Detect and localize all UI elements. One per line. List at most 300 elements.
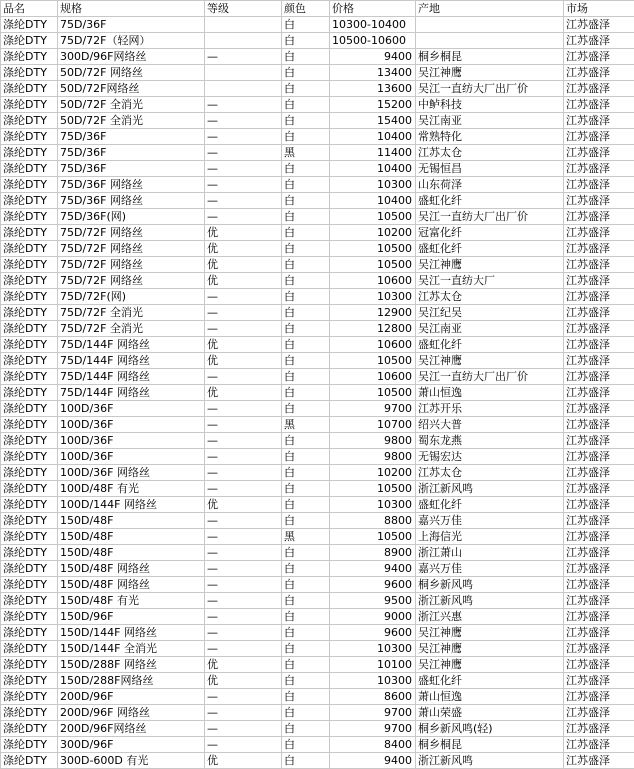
cell-name[interactable]: 涤纶DTY	[1, 481, 58, 497]
cell-origin[interactable]: 盛虹化纤	[416, 193, 564, 209]
cell-color[interactable]: 白	[282, 225, 330, 241]
cell-spec[interactable]: 100D/36F	[58, 433, 205, 449]
cell-grade[interactable]: —	[205, 129, 282, 145]
cell-market[interactable]: 江苏盛泽	[564, 673, 634, 689]
cell-market[interactable]: 江苏盛泽	[564, 481, 634, 497]
cell-spec[interactable]: 75D/36F	[58, 145, 205, 161]
cell-color[interactable]: 白	[282, 513, 330, 529]
cell-color[interactable]: 白	[282, 657, 330, 673]
cell-grade[interactable]: 优	[205, 657, 282, 673]
cell-name[interactable]: 涤纶DTY	[1, 369, 58, 385]
cell-origin[interactable]: 吴江南亚	[416, 113, 564, 129]
cell-name[interactable]: 涤纶DTY	[1, 561, 58, 577]
cell-grade[interactable]: —	[205, 145, 282, 161]
cell-grade[interactable]: 优	[205, 497, 282, 513]
cell-origin[interactable]: 桐乡新风鸣	[416, 577, 564, 593]
cell-color[interactable]: 白	[282, 609, 330, 625]
cell-name[interactable]: 涤纶DTY	[1, 321, 58, 337]
cell-spec[interactable]: 75D/72F 全消光	[58, 305, 205, 321]
cell-market[interactable]: 江苏盛泽	[564, 705, 634, 721]
cell-spec[interactable]: 300D/96F	[58, 737, 205, 753]
cell-color[interactable]: 白	[282, 673, 330, 689]
header-cell-spec[interactable]: 规格	[58, 1, 205, 17]
header-cell-color[interactable]: 颜色	[282, 1, 330, 17]
cell-grade[interactable]: 优	[205, 673, 282, 689]
cell-spec[interactable]: 75D/72F 全消光	[58, 321, 205, 337]
cell-price[interactable]: 10500	[330, 529, 416, 545]
cell-grade[interactable]: —	[205, 513, 282, 529]
cell-spec[interactable]: 75D/36F(网)	[58, 209, 205, 225]
cell-spec[interactable]: 75D/144F 网络丝	[58, 337, 205, 353]
cell-market[interactable]: 江苏盛泽	[564, 529, 634, 545]
cell-price[interactable]: 9600	[330, 577, 416, 593]
cell-price[interactable]: 9800	[330, 449, 416, 465]
cell-market[interactable]: 江苏盛泽	[564, 385, 634, 401]
cell-grade[interactable]: —	[205, 305, 282, 321]
cell-origin[interactable]: 吴江一直纺大厂出厂价	[416, 81, 564, 97]
header-cell-grade[interactable]: 等级	[205, 1, 282, 17]
cell-market[interactable]: 江苏盛泽	[564, 737, 634, 753]
cell-price[interactable]: 13400	[330, 65, 416, 81]
cell-price[interactable]: 13600	[330, 81, 416, 97]
cell-price[interactable]: 15200	[330, 97, 416, 113]
cell-origin[interactable]: 盛虹化纤	[416, 337, 564, 353]
cell-spec[interactable]: 100D/36F 网络丝	[58, 465, 205, 481]
cell-origin[interactable]: 常熟特化	[416, 129, 564, 145]
cell-price[interactable]: 10600	[330, 369, 416, 385]
cell-market[interactable]: 江苏盛泽	[564, 273, 634, 289]
cell-price[interactable]: 15400	[330, 113, 416, 129]
cell-origin[interactable]: 萧山恒逸	[416, 689, 564, 705]
cell-color[interactable]: 白	[282, 241, 330, 257]
cell-market[interactable]: 江苏盛泽	[564, 33, 634, 49]
cell-price[interactable]: 9400	[330, 561, 416, 577]
cell-color[interactable]: 白	[282, 97, 330, 113]
cell-color[interactable]: 白	[282, 737, 330, 753]
cell-spec[interactable]: 75D/72F 网络丝	[58, 257, 205, 273]
cell-color[interactable]: 黑	[282, 145, 330, 161]
cell-spec[interactable]: 50D/72F网络丝	[58, 81, 205, 97]
cell-market[interactable]: 江苏盛泽	[564, 417, 634, 433]
cell-market[interactable]: 江苏盛泽	[564, 145, 634, 161]
cell-grade[interactable]: —	[205, 209, 282, 225]
cell-color[interactable]: 白	[282, 209, 330, 225]
cell-grade[interactable]: —	[205, 689, 282, 705]
cell-origin[interactable]: 吴江一直纺大厂出厂价	[416, 209, 564, 225]
cell-name[interactable]: 涤纶DTY	[1, 129, 58, 145]
cell-origin[interactable]: 吴江神鹰	[416, 257, 564, 273]
cell-color[interactable]: 白	[282, 289, 330, 305]
cell-grade[interactable]: —	[205, 97, 282, 113]
cell-grade[interactable]: —	[205, 529, 282, 545]
cell-market[interactable]: 江苏盛泽	[564, 193, 634, 209]
cell-name[interactable]: 涤纶DTY	[1, 353, 58, 369]
cell-market[interactable]: 江苏盛泽	[564, 753, 634, 769]
cell-price[interactable]: 10300	[330, 289, 416, 305]
cell-color[interactable]: 白	[282, 161, 330, 177]
cell-name[interactable]: 涤纶DTY	[1, 465, 58, 481]
cell-spec[interactable]: 200D/96F网络丝	[58, 721, 205, 737]
cell-origin[interactable]: 嘉兴万佳	[416, 561, 564, 577]
cell-grade[interactable]: —	[205, 321, 282, 337]
cell-color[interactable]: 白	[282, 273, 330, 289]
cell-color[interactable]: 白	[282, 433, 330, 449]
cell-price[interactable]: 10500	[330, 353, 416, 369]
cell-spec[interactable]: 75D/72F（轻网）	[58, 33, 205, 49]
cell-name[interactable]: 涤纶DTY	[1, 97, 58, 113]
cell-market[interactable]: 江苏盛泽	[564, 657, 634, 673]
cell-market[interactable]: 江苏盛泽	[564, 369, 634, 385]
cell-grade[interactable]: 优	[205, 353, 282, 369]
cell-origin[interactable]: 吴江纪吴	[416, 305, 564, 321]
cell-market[interactable]: 江苏盛泽	[564, 97, 634, 113]
cell-spec[interactable]: 100D/36F	[58, 449, 205, 465]
cell-spec[interactable]: 150D/48F	[58, 513, 205, 529]
cell-grade[interactable]: —	[205, 289, 282, 305]
cell-color[interactable]: 白	[282, 593, 330, 609]
cell-spec[interactable]: 75D/36F 网络丝	[58, 177, 205, 193]
cell-spec[interactable]: 150D/96F	[58, 609, 205, 625]
cell-origin[interactable]: 绍兴大普	[416, 417, 564, 433]
cell-origin[interactable]: 吴江神鹰	[416, 641, 564, 657]
cell-color[interactable]: 白	[282, 129, 330, 145]
cell-market[interactable]: 江苏盛泽	[564, 241, 634, 257]
cell-price[interactable]: 10600	[330, 273, 416, 289]
cell-name[interactable]: 涤纶DTY	[1, 657, 58, 673]
cell-origin[interactable]: 浙江新风鸣	[416, 481, 564, 497]
cell-market[interactable]: 江苏盛泽	[564, 497, 634, 513]
cell-name[interactable]: 涤纶DTY	[1, 449, 58, 465]
cell-grade[interactable]: —	[205, 113, 282, 129]
cell-name[interactable]: 涤纶DTY	[1, 113, 58, 129]
cell-grade[interactable]	[205, 17, 282, 33]
cell-price[interactable]: 10300	[330, 497, 416, 513]
cell-grade[interactable]: —	[205, 641, 282, 657]
cell-market[interactable]: 江苏盛泽	[564, 449, 634, 465]
cell-origin[interactable]: 吴江一直纺大厂出厂价	[416, 369, 564, 385]
cell-spec[interactable]: 75D/72F 网络丝	[58, 225, 205, 241]
cell-spec[interactable]: 75D/36F	[58, 161, 205, 177]
cell-name[interactable]: 涤纶DTY	[1, 753, 58, 769]
cell-origin[interactable]: 桐乡桐昆	[416, 737, 564, 753]
cell-spec[interactable]: 150D/48F 有光	[58, 593, 205, 609]
cell-spec[interactable]: 100D/48F 有光	[58, 481, 205, 497]
cell-name[interactable]: 涤纶DTY	[1, 705, 58, 721]
cell-spec[interactable]: 50D/72F 网络丝	[58, 65, 205, 81]
cell-name[interactable]: 涤纶DTY	[1, 337, 58, 353]
cell-price[interactable]: 10600	[330, 337, 416, 353]
cell-name[interactable]: 涤纶DTY	[1, 417, 58, 433]
cell-grade[interactable]: 优	[205, 225, 282, 241]
cell-market[interactable]: 江苏盛泽	[564, 257, 634, 273]
cell-name[interactable]: 涤纶DTY	[1, 49, 58, 65]
cell-origin[interactable]: 桐乡桐昆	[416, 49, 564, 65]
cell-spec[interactable]: 50D/72F 全消光	[58, 113, 205, 129]
cell-price[interactable]: 10300	[330, 177, 416, 193]
cell-price[interactable]: 10700	[330, 417, 416, 433]
cell-origin[interactable]: 江苏太仓	[416, 289, 564, 305]
cell-color[interactable]: 白	[282, 497, 330, 513]
cell-name[interactable]: 涤纶DTY	[1, 433, 58, 449]
cell-price[interactable]: 10300	[330, 673, 416, 689]
cell-price[interactable]: 10400	[330, 161, 416, 177]
cell-color[interactable]: 白	[282, 577, 330, 593]
cell-color[interactable]: 白	[282, 465, 330, 481]
cell-name[interactable]: 涤纶DTY	[1, 305, 58, 321]
cell-market[interactable]: 江苏盛泽	[564, 353, 634, 369]
cell-color[interactable]: 白	[282, 481, 330, 497]
cell-name[interactable]: 涤纶DTY	[1, 689, 58, 705]
cell-color[interactable]: 白	[282, 625, 330, 641]
cell-spec[interactable]: 75D/144F 网络丝	[58, 353, 205, 369]
cell-name[interactable]: 涤纶DTY	[1, 513, 58, 529]
cell-price[interactable]: 10400	[330, 193, 416, 209]
cell-color[interactable]: 白	[282, 177, 330, 193]
cell-price[interactable]: 8600	[330, 689, 416, 705]
cell-market[interactable]: 江苏盛泽	[564, 689, 634, 705]
cell-name[interactable]: 涤纶DTY	[1, 209, 58, 225]
cell-origin[interactable]: 吴江南亚	[416, 321, 564, 337]
cell-origin[interactable]: 中鲈科技	[416, 97, 564, 113]
cell-color[interactable]: 白	[282, 17, 330, 33]
cell-price[interactable]: 9400	[330, 49, 416, 65]
cell-price[interactable]: 9700	[330, 401, 416, 417]
cell-price[interactable]: 9700	[330, 721, 416, 737]
cell-price[interactable]: 9000	[330, 609, 416, 625]
cell-origin[interactable]	[416, 17, 564, 33]
cell-origin[interactable]: 浙江兴惠	[416, 609, 564, 625]
cell-spec[interactable]: 150D/144F 网络丝	[58, 625, 205, 641]
cell-grade[interactable]: —	[205, 561, 282, 577]
cell-color[interactable]: 白	[282, 385, 330, 401]
cell-market[interactable]: 江苏盛泽	[564, 593, 634, 609]
cell-grade[interactable]: —	[205, 721, 282, 737]
cell-name[interactable]: 涤纶DTY	[1, 609, 58, 625]
cell-spec[interactable]: 100D/36F	[58, 417, 205, 433]
cell-price[interactable]: 9400	[330, 753, 416, 769]
cell-name[interactable]: 涤纶DTY	[1, 289, 58, 305]
cell-grade[interactable]: —	[205, 545, 282, 561]
cell-spec[interactable]: 150D/48F 网络丝	[58, 577, 205, 593]
cell-market[interactable]: 江苏盛泽	[564, 161, 634, 177]
cell-name[interactable]: 涤纶DTY	[1, 273, 58, 289]
cell-origin[interactable]: 无锡恒昌	[416, 161, 564, 177]
cell-market[interactable]: 江苏盛泽	[564, 465, 634, 481]
cell-name[interactable]: 涤纶DTY	[1, 385, 58, 401]
cell-name[interactable]: 涤纶DTY	[1, 145, 58, 161]
cell-color[interactable]: 白	[282, 753, 330, 769]
cell-market[interactable]: 江苏盛泽	[564, 81, 634, 97]
cell-price[interactable]: 10200	[330, 465, 416, 481]
cell-grade[interactable]: 优	[205, 385, 282, 401]
cell-market[interactable]: 江苏盛泽	[564, 433, 634, 449]
cell-grade[interactable]	[205, 33, 282, 49]
cell-origin[interactable]: 盛虹化纤	[416, 673, 564, 689]
cell-grade[interactable]: —	[205, 625, 282, 641]
cell-color[interactable]: 白	[282, 81, 330, 97]
cell-price[interactable]: 10500	[330, 209, 416, 225]
cell-market[interactable]: 江苏盛泽	[564, 577, 634, 593]
cell-grade[interactable]: —	[205, 737, 282, 753]
cell-color[interactable]: 白	[282, 449, 330, 465]
cell-grade[interactable]	[205, 65, 282, 81]
cell-price[interactable]: 10500	[330, 385, 416, 401]
cell-color[interactable]: 白	[282, 337, 330, 353]
cell-name[interactable]: 涤纶DTY	[1, 17, 58, 33]
cell-spec[interactable]: 100D/36F	[58, 401, 205, 417]
cell-name[interactable]: 涤纶DTY	[1, 577, 58, 593]
cell-price[interactable]: 10500-10600	[330, 33, 416, 49]
cell-origin[interactable]: 吴江神鹰	[416, 625, 564, 641]
cell-color[interactable]: 白	[282, 721, 330, 737]
cell-origin[interactable]: 桐乡新风鸣(轻)	[416, 721, 564, 737]
cell-spec[interactable]: 75D/36F	[58, 129, 205, 145]
cell-color[interactable]: 白	[282, 353, 330, 369]
cell-origin[interactable]: 萧山荣盛	[416, 705, 564, 721]
cell-origin[interactable]: 蜀东龙燕	[416, 433, 564, 449]
cell-origin[interactable]: 上海信光	[416, 529, 564, 545]
cell-color[interactable]: 白	[282, 305, 330, 321]
cell-name[interactable]: 涤纶DTY	[1, 81, 58, 97]
cell-origin[interactable]: 冠富化纤	[416, 225, 564, 241]
cell-market[interactable]: 江苏盛泽	[564, 49, 634, 65]
cell-price[interactable]: 9700	[330, 705, 416, 721]
cell-grade[interactable]: —	[205, 705, 282, 721]
cell-origin[interactable]: 江苏太仓	[416, 465, 564, 481]
cell-spec[interactable]: 300D-600D 有光	[58, 753, 205, 769]
cell-spec[interactable]: 75D/72F(网)	[58, 289, 205, 305]
cell-origin[interactable]: 嘉兴万佳	[416, 513, 564, 529]
cell-name[interactable]: 涤纶DTY	[1, 673, 58, 689]
cell-price[interactable]: 9600	[330, 625, 416, 641]
cell-grade[interactable]: 优	[205, 273, 282, 289]
cell-origin[interactable]: 浙江新风鸣	[416, 593, 564, 609]
cell-color[interactable]: 黑	[282, 529, 330, 545]
cell-grade[interactable]: 优	[205, 753, 282, 769]
cell-name[interactable]: 涤纶DTY	[1, 737, 58, 753]
header-cell-origin[interactable]: 产地	[416, 1, 564, 17]
cell-market[interactable]: 江苏盛泽	[564, 513, 634, 529]
cell-grade[interactable]: —	[205, 417, 282, 433]
cell-color[interactable]: 白	[282, 369, 330, 385]
cell-grade[interactable]: —	[205, 481, 282, 497]
cell-origin[interactable]	[416, 33, 564, 49]
cell-spec[interactable]: 150D/144F 全消光	[58, 641, 205, 657]
cell-spec[interactable]: 100D/144F 网络丝	[58, 497, 205, 513]
cell-name[interactable]: 涤纶DTY	[1, 721, 58, 737]
cell-market[interactable]: 江苏盛泽	[564, 641, 634, 657]
cell-spec[interactable]: 150D/288F网络丝	[58, 673, 205, 689]
cell-market[interactable]: 江苏盛泽	[564, 177, 634, 193]
cell-spec[interactable]: 150D/48F	[58, 545, 205, 561]
cell-color[interactable]: 白	[282, 65, 330, 81]
cell-market[interactable]: 江苏盛泽	[564, 609, 634, 625]
cell-color[interactable]: 白	[282, 257, 330, 273]
cell-name[interactable]: 涤纶DTY	[1, 529, 58, 545]
cell-price[interactable]: 12900	[330, 305, 416, 321]
cell-color[interactable]: 白	[282, 49, 330, 65]
cell-color[interactable]: 白	[282, 321, 330, 337]
cell-market[interactable]: 江苏盛泽	[564, 113, 634, 129]
cell-grade[interactable]: —	[205, 577, 282, 593]
cell-spec[interactable]: 50D/72F 全消光	[58, 97, 205, 113]
cell-origin[interactable]: 浙江新风鸣	[416, 753, 564, 769]
cell-name[interactable]: 涤纶DTY	[1, 641, 58, 657]
cell-spec[interactable]: 150D/48F	[58, 529, 205, 545]
cell-spec[interactable]: 75D/72F 网络丝	[58, 273, 205, 289]
cell-name[interactable]: 涤纶DTY	[1, 257, 58, 273]
cell-name[interactable]: 涤纶DTY	[1, 193, 58, 209]
cell-grade[interactable]: —	[205, 449, 282, 465]
cell-grade[interactable]: —	[205, 193, 282, 209]
cell-origin[interactable]: 盛虹化纤	[416, 241, 564, 257]
cell-grade[interactable]	[205, 81, 282, 97]
cell-price[interactable]: 8400	[330, 737, 416, 753]
cell-price[interactable]: 8800	[330, 513, 416, 529]
header-cell-name[interactable]: 品名	[1, 1, 58, 17]
cell-grade[interactable]: —	[205, 609, 282, 625]
cell-price[interactable]: 10300	[330, 641, 416, 657]
cell-origin[interactable]: 江苏太仓	[416, 145, 564, 161]
cell-origin[interactable]: 浙江萧山	[416, 545, 564, 561]
cell-grade[interactable]: —	[205, 401, 282, 417]
cell-name[interactable]: 涤纶DTY	[1, 177, 58, 193]
cell-color[interactable]: 黑	[282, 417, 330, 433]
cell-name[interactable]: 涤纶DTY	[1, 33, 58, 49]
cell-price[interactable]: 10400	[330, 129, 416, 145]
cell-color[interactable]: 白	[282, 545, 330, 561]
cell-origin[interactable]: 吴江神鹰	[416, 353, 564, 369]
cell-name[interactable]: 涤纶DTY	[1, 161, 58, 177]
cell-name[interactable]: 涤纶DTY	[1, 65, 58, 81]
header-cell-price[interactable]: 价格	[330, 1, 416, 17]
cell-origin[interactable]: 吴江神鹰	[416, 657, 564, 673]
cell-price[interactable]: 10500	[330, 241, 416, 257]
cell-price[interactable]: 10200	[330, 225, 416, 241]
header-cell-market[interactable]: 市场	[564, 1, 634, 17]
cell-spec[interactable]: 150D/288F 网络丝	[58, 657, 205, 673]
cell-market[interactable]: 江苏盛泽	[564, 305, 634, 321]
cell-origin[interactable]: 盛虹化纤	[416, 497, 564, 513]
cell-grade[interactable]: 优	[205, 337, 282, 353]
cell-name[interactable]: 涤纶DTY	[1, 241, 58, 257]
cell-price[interactable]: 10500	[330, 257, 416, 273]
cell-name[interactable]: 涤纶DTY	[1, 225, 58, 241]
cell-color[interactable]: 白	[282, 641, 330, 657]
cell-origin[interactable]: 吴江神鹰	[416, 65, 564, 81]
cell-market[interactable]: 江苏盛泽	[564, 721, 634, 737]
cell-grade[interactable]: —	[205, 433, 282, 449]
cell-market[interactable]: 江苏盛泽	[564, 561, 634, 577]
cell-market[interactable]: 江苏盛泽	[564, 209, 634, 225]
cell-spec[interactable]: 300D/96F网络丝	[58, 49, 205, 65]
cell-spec[interactable]: 75D/36F 网络丝	[58, 193, 205, 209]
cell-name[interactable]: 涤纶DTY	[1, 497, 58, 513]
cell-price[interactable]: 12800	[330, 321, 416, 337]
cell-color[interactable]: 白	[282, 401, 330, 417]
cell-color[interactable]: 白	[282, 561, 330, 577]
cell-spec[interactable]: 75D/144F 网络丝	[58, 369, 205, 385]
cell-spec[interactable]: 75D/72F 网络丝	[58, 241, 205, 257]
cell-price[interactable]: 10500	[330, 481, 416, 497]
cell-origin[interactable]: 无锡宏达	[416, 449, 564, 465]
cell-price[interactable]: 10300-10400	[330, 17, 416, 33]
cell-spec[interactable]: 75D/144F 网络丝	[58, 385, 205, 401]
cell-color[interactable]: 白	[282, 705, 330, 721]
cell-color[interactable]: 白	[282, 33, 330, 49]
cell-spec[interactable]: 200D/96F	[58, 689, 205, 705]
cell-origin[interactable]: 萧山恒逸	[416, 385, 564, 401]
